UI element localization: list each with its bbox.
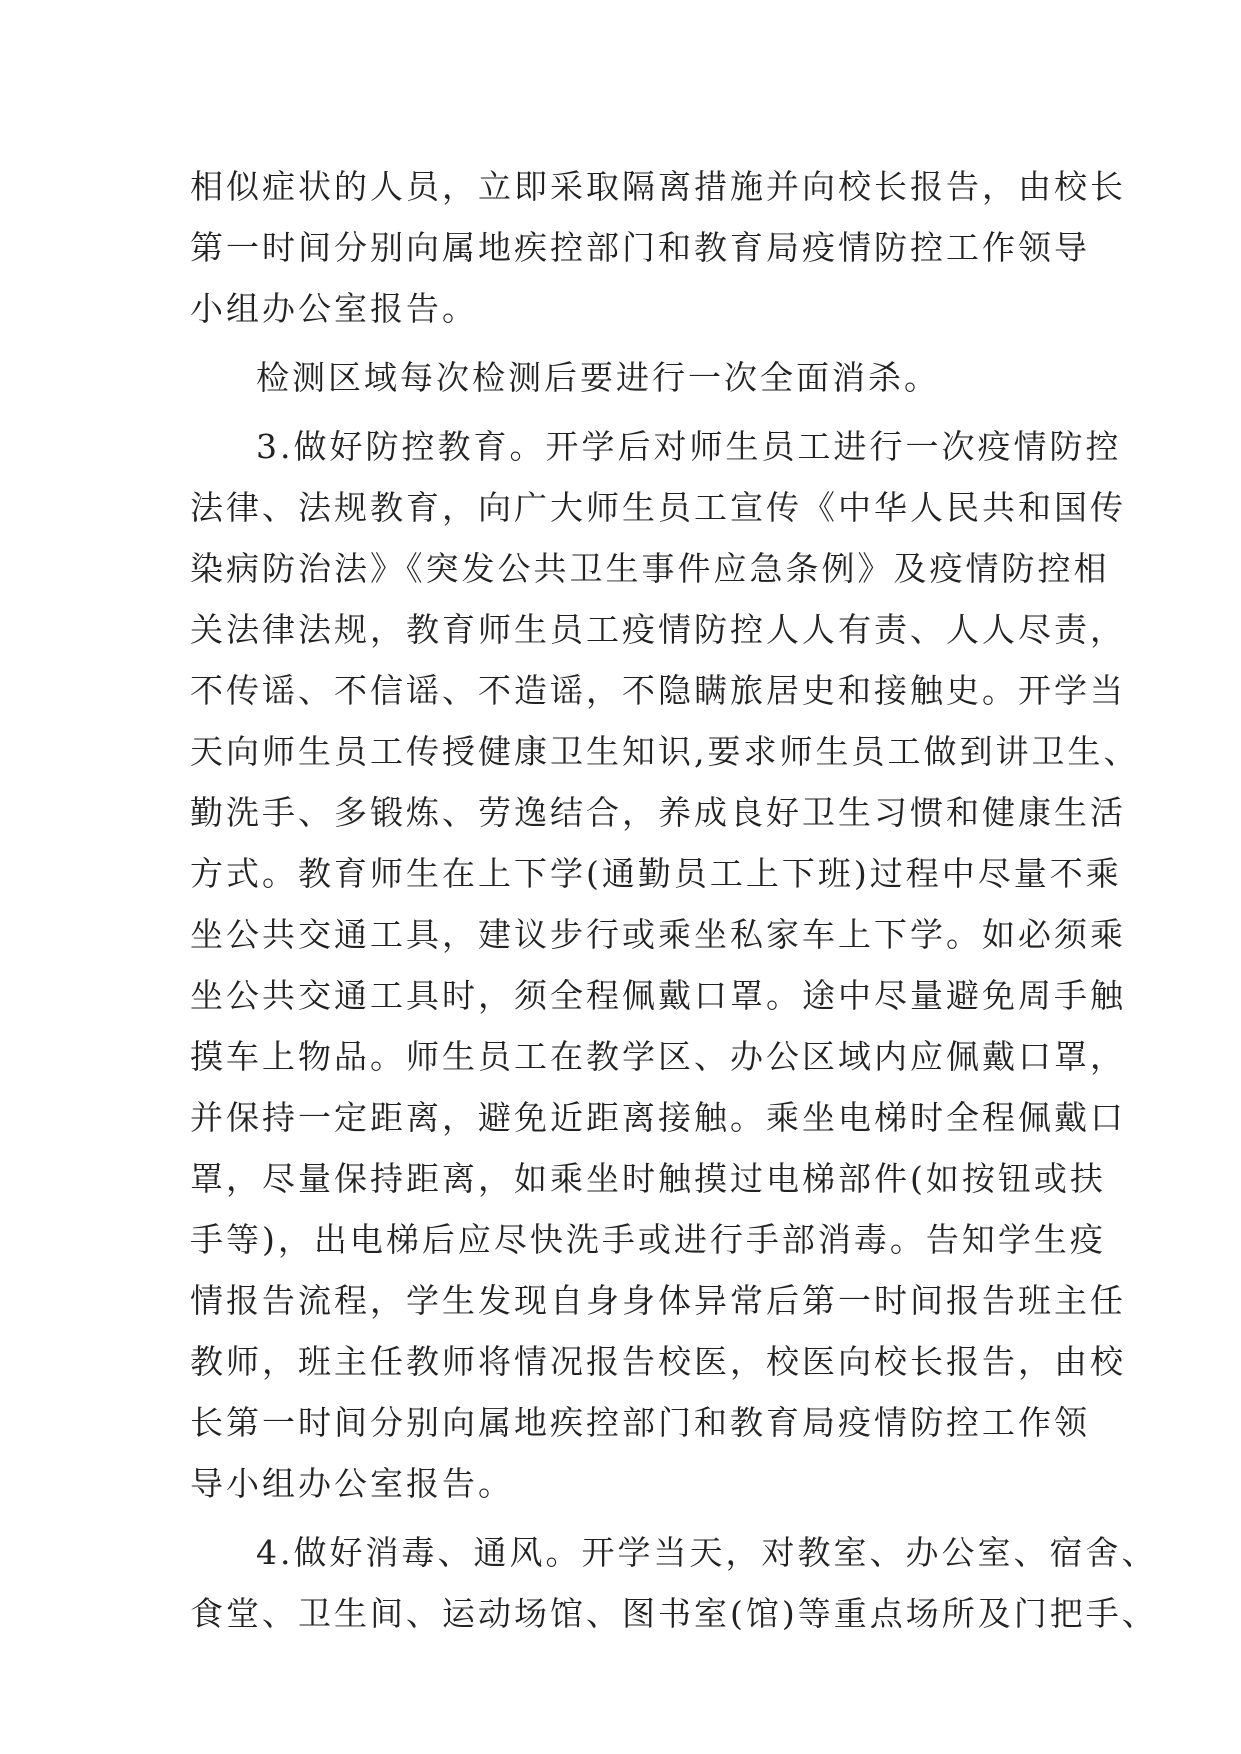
text-line: 坐公共交通工具，建议步行或乘坐私家车上下学。如必须乘 [190, 915, 1126, 954]
text-line: 检测区域每次检测后要进行一次全面消杀。 [256, 358, 940, 397]
text-line: 染病防治法》《突发公共卫生事件应急条例》及疫情防控相 [190, 549, 1110, 588]
text-line: 教师，班主任教师将情况报告校医，校医向校长报告，由校 [190, 1342, 1126, 1381]
text-line: 天向师生员工传授健康卫生知识,要求师生员工做到讲卫生、 [190, 732, 1140, 771]
text-line: 第一时间分别向属地疾控部门和教育局疫情防控工作领导 [190, 228, 1090, 267]
text-line: 3.做好防控教育。开学后对师生员工进行一次疫情防控 [256, 427, 1122, 466]
text-line: 并保持一定距离，避免近距离接触。乘坐电梯时全程佩戴口 [190, 1098, 1126, 1137]
text-line: 4.做好消毒、通风。开学当天，对教室、办公室、宿舍、 [256, 1533, 1158, 1572]
text-line: 相似症状的人员，立即采取隔离措施并向校长报告，由校长 [190, 167, 1126, 206]
text-line: 不传谣、不信谣、不造谣，不隐瞒旅居史和接触史。开学当 [190, 671, 1126, 710]
text-line: 导小组办公室报告。 [190, 1464, 514, 1503]
text-line: 食堂、卫生间、运动场馆、图书室(馆)等重点场所及门把手、 [190, 1594, 1158, 1633]
text-line: 罩，尽量保持距离，如乘坐时触摸过电梯部件(如按钮或扶 [190, 1159, 1106, 1198]
text-line: 勤洗手、多锻炼、劳逸结合，养成良好卫生习惯和健康生活 [190, 793, 1126, 832]
text-line: 长第一时间分别向属地疾控部门和教育局疫情防控工作领 [190, 1403, 1090, 1442]
text-line: 法律、法规教育，向广大师生员工宣传《中华人民共和国传 [190, 488, 1126, 527]
text-line: 手等)，出电梯后应尽快洗手或进行手部消毒。告知学生疫 [190, 1220, 1106, 1259]
text-line: 小组办公室报告。 [190, 289, 478, 328]
text-line: 摸车上物品。师生员工在教学区、办公区域内应佩戴口罩， [190, 1037, 1126, 1076]
document-body [190, 156, 1158, 1644]
text-line: 情报告流程，学生发现自身身体异常后第一时间报告班主任 [190, 1281, 1126, 1320]
text-line: 方式。教育师生在上下学(通勤员工上下班)过程中尽量不乘 [190, 854, 1122, 893]
text-line: 关法律法规，教育师生员工疫情防控人人有责、人人尽责， [190, 610, 1126, 649]
text-line: 坐公共交通工具时，须全程佩戴口罩。途中尽量避免周手触 [190, 976, 1126, 1015]
